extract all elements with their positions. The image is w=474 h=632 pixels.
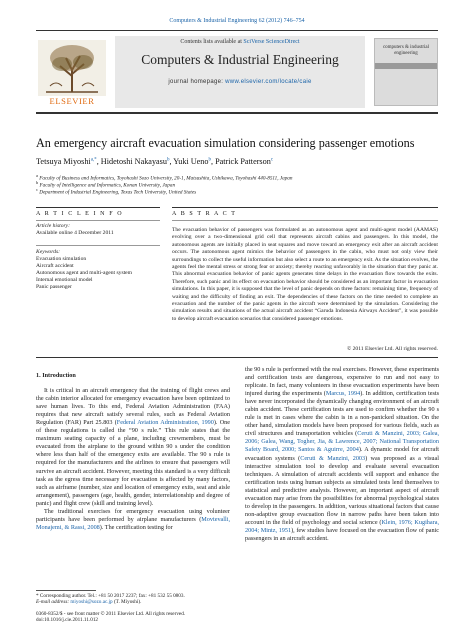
keyword: Internal emotional model	[36, 276, 93, 283]
history-date: Available online 4 December 2011	[36, 229, 114, 236]
journal-name: Computers & Industrial Engineering	[141, 52, 339, 67]
author-name[interactable]: Patrick Patterson	[215, 157, 271, 166]
journal-cover-thumbnail	[374, 38, 438, 106]
front-matter-rule	[36, 357, 438, 358]
article-history	[36, 223, 160, 237]
affiliation-sup: b	[36, 180, 39, 185]
keyword: Panic passenger	[36, 283, 72, 290]
text-run: ). One of these regulations is called the “90 s rule.” This rule states that the maximum seating capacity of a plane, including crewmembers, must be evacuated from the airplane to the ground within 90 s under the condition where less than half of the emergency exits are available. The 90 s rule is required for the manufacturers and the airlines to ensure that passengers will survive an aircraft accident. However, meeting this standard is a very difficult task as the egress time necessary for evacuation is affected by many factors, such as airframe (number, size and location of emergency exits, seat and aisle arrangement), passengers (age, health, gender, interrelationship and degree of panic) and flight crew (skill and training level).	[36, 419, 231, 507]
intro-left-column	[36, 372, 230, 532]
footnotes	[36, 593, 236, 606]
paper-title: An emergency aircraft evacuation simulation considering passenger emotions	[36, 136, 415, 150]
journal-header-box	[115, 36, 365, 108]
issn-line: 0360-8352/$ - see front matter © 2011 Elsevier Ltd. All rights reserved.	[36, 611, 186, 617]
copyright-notice: © 2011 Elsevier Ltd. All rights reserved.	[346, 346, 438, 352]
publication-info	[36, 611, 266, 624]
homepage-prefix: journal homepage:	[168, 79, 226, 85]
author-name[interactable]: Yuki Ueno	[173, 157, 209, 166]
affiliation-text: Department of Industrial Engineering, Texas Tech University, United States	[39, 189, 197, 196]
article-info-heading: A R T I C L E I N F O	[36, 211, 124, 217]
text-run: ). The certification testing for	[99, 523, 173, 531]
corresponding-author-note: * Corresponding author. Tel.: +81 50 2017 2237; fax: +81 532 55 0803.	[36, 593, 185, 599]
homepage-link[interactable]: www.elsevier.com/locate/caie	[225, 79, 312, 85]
author-separator: ,	[96, 157, 101, 166]
text-run: It is critical in an aircraft emergency that the training of flight crews and the cabin interior allocated for emergency evacuation have been optimized to save human lives. To this end, Federal Aviation Administration (FAA) requires that new aircraft satisfy several rules, such as Federal Aviation Regulation (FAR) Part 25.803 (	[36, 387, 230, 427]
keyword: Autonomous agent and multi-agent system	[36, 269, 133, 276]
citation-link[interactable]: Movtevalli, Monajemi, & Rassi, 2008	[36, 515, 230, 531]
contents-prefix: Contents lists available at	[180, 39, 244, 45]
author-separator: ,	[211, 157, 216, 166]
affiliation-sup: a	[36, 173, 38, 178]
cover-title: computers & industrial engineering	[382, 45, 430, 56]
text-run: ) was proposed as a visual interactive simulation tool to develop and evaluate several evacuation techniques. A simulation of aircraft accidents will support and enhance the certification tests using human subjects as simulated tests lend themselves to statistical and predictive analysis. However, an important aspect of aircraft evacuation may arise from the possibilities for abnormal psychological states to develop in the passengers. In addition, various situational factors that cause non-adaptive group evacuation flow in narrow paths have been taken into account in the field of psychology and social science (	[245, 454, 439, 526]
email-note	[36, 599, 236, 605]
doi-line: doi:10.1016/j.cie.2011.11.012	[36, 617, 99, 624]
author-affil-sup: b	[208, 157, 211, 163]
author-affil-sup: a,*	[90, 157, 97, 163]
intro-right-column	[245, 366, 439, 543]
affiliation-text: Faculty of Intelligence and Informatics, Konan University, Japan	[39, 182, 176, 189]
article-info-subrule	[36, 220, 160, 221]
abstract-heading: A B S T R A C T	[172, 211, 237, 217]
email-label: E-mail address:	[36, 599, 71, 606]
history-label: Article history:	[36, 223, 71, 229]
intro-paragraph	[36, 387, 230, 508]
article-info-rule	[36, 207, 160, 208]
author-separator: ,	[169, 157, 174, 166]
intro-paragraph	[245, 366, 439, 543]
keyword: Evacuation simulation	[36, 255, 87, 262]
keywords-block	[36, 249, 160, 290]
journal-citation: Computers & Industrial Engineering 62 (2012) 746–754	[169, 18, 305, 24]
keywords-rule	[36, 245, 160, 246]
intro-heading: 1. Introduction	[36, 372, 76, 379]
citation-link[interactable]: Federal Aviation Administration, 1990	[116, 419, 214, 427]
affiliation-c	[36, 187, 446, 196]
journal-homepage	[115, 79, 365, 85]
contents-line	[115, 39, 365, 45]
header-bottom-rule	[36, 112, 438, 114]
author-list	[36, 157, 446, 166]
author-name[interactable]: Hidetoshi Nakayasu	[100, 157, 167, 166]
sciencedirect-link[interactable]: SciVerse ScienceDirect	[243, 39, 300, 45]
keywords-label: Keywords:	[36, 249, 61, 255]
text-run: ). A dynamic model for aircraft evacuation systems (	[245, 446, 439, 462]
cover-band	[375, 63, 437, 69]
keyword: Aircraft accident	[36, 262, 74, 269]
abstract-subrule	[172, 220, 438, 221]
intro-paragraph	[36, 508, 230, 532]
footnote-rule	[36, 590, 96, 591]
publisher-wordmark: ELSEVIER	[49, 96, 95, 106]
header-top-rule	[36, 30, 438, 31]
text-run: ). In addition, certification tests have never incorporated the dynamically changing environment of an aircraft cabin accident. These certification tests are used to confirm whether the 90 s rule is met in cases where the cabin is in a non-panicked situation. On the other hand, simulation models have been proposed for various fields, such as civil structures and transportation vehicles (	[245, 390, 439, 438]
email-suffix: (T. Miyoshi).	[112, 599, 142, 606]
abstract-rule	[172, 207, 438, 208]
affiliation-sup: c	[36, 187, 38, 192]
abstract-text: The evacuation behavior of passengers was formulated as an autonomous agent and multi-agent model (AAMAS) evolving over a two-dimensional grid cell that represents aircraft cabins and passengers. In this model, the autonomous agents are initially placed in seat squares and move toward an emergency exit after an aircraft accident occurs. The autonomous agent mimics the behavior of passengers in the cabin, who must not only view their surroundings to collect the useful information but also select a route to an emergency exit. As the situation evolves, the agents feel the mental stress or strong fear or anxiety; thereby reacting unfavorably in the situation that they panic at. This abnormal evacuation behavior of panic agents generates time delays in the evacuation flow towards the exits. Therefore, such panic and its effect on evacuation behavior should be considered as an important factor in evacuation simulations. In this paper, it is supposed that the level of panic depends on three factors: remaining time, frequency of waiting and the difficulty of finding an exit. The dependencies of these factors on the time needed to complete an evacuation and the number of the panic agents in the aircraft were determined by the simulation. Considering the simulation results and situations of the actual aircraft accident “Garuda Indonesia Airways Accident”, it was possible to develop aircraft evacuation scenarios that considered passenger emotions.	[172, 227, 439, 322]
affiliation-text: Faculty of Business and Informatics, Toyohashi Sozo University, 20-1, Matsushita, Ushikawa, Toyohashi 440-8511, Japan	[39, 175, 293, 182]
author-name[interactable]: Tetsuya Miyoshi	[36, 157, 91, 166]
author-affil-sup: b	[166, 157, 170, 163]
citation-link[interactable]: Klein, 1976; Kugihara, 2004; Mintz, 1951	[245, 518, 439, 534]
text-run: the 90 s rule is performed with the real exercises. However, these experiments and certification tests are dangerous, expensive to run and not easy to replicate. In fact, many volunteers in these evacuation experiments have been injured during the experiments (	[245, 366, 439, 398]
text-run: The traditional exercises for emergency evacuation using volunteer participants have been performed by airplane manufacturers (	[36, 507, 230, 523]
author-affil-sup: c	[270, 157, 274, 163]
citation-link[interactable]: Ceruti & Manzini, 2003	[300, 454, 366, 462]
citation-link[interactable]: Ceruti & Manzini, 2003; Galea, 2006; Galea, Wang, Togher, Jia, & Lawrence, 2007; National Transportation Safety Board, 2000; Santos & Aguirre, 2004	[245, 430, 440, 454]
text-run: ), few studies have focused on the evacuation flow of panic passengers in an aircraft accident.	[245, 526, 439, 542]
email-link[interactable]: miyoshi@sozo.ac.jp	[70, 599, 113, 606]
citation-link[interactable]: Marcus, 1994	[325, 390, 361, 398]
